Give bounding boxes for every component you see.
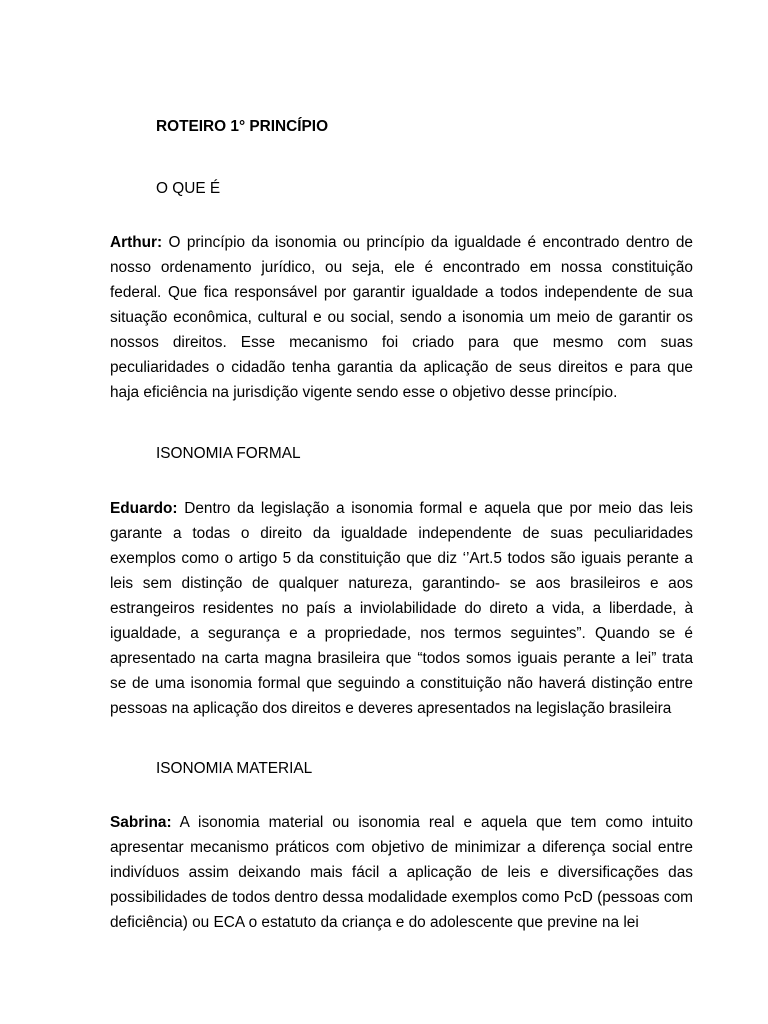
section-heading-o-que-e: O QUE É (156, 180, 221, 197)
paragraph-sabrina (110, 810, 693, 935)
paragraph-text: O princípio da isonomia ou princípio da igualdade é encontrado dentro de nosso ordenamento jurídico, ou seja, ele é encontrado em nossa constituição federal. Que fica responsável por garantir igualdade a todos independente de sua situação econômica, cultural e ou social, sendo a isonomia um meio de garantir os nossos direitos. Esse mecanismo foi criado para que mesmo com suas peculiaridades o cidadão tenha garantia da aplicação de seus direitos e para que haja eficiência na jurisdição vigente sendo esse o objetivo desse princípio. (110, 234, 693, 401)
paragraph-text: Dentro da legislação a isonomia formal e aquela que por meio das leis garante a todas o direito da igualdade independente de suas peculiaridades exemplos como o artigo 5 da constituição que diz ‘’Art.5 todos são iguais perante a leis sem distinção de qualquer natureza, garantindo- se aos brasileiros e aos estrangeiros residentes no país a inviolabilidade do direto a vida, a liberdade, à igualdade, a segurança e a propriedade, nos termos seguintes”. Quando se é apresentado na carta magna brasileira que “todos somos iguais perante a lei” trata se de uma isonomia formal que seguindo a constituição não haverá distinção entre pessoas na aplicação dos direitos e deveres apresentados na legislação brasileira (110, 500, 693, 717)
paragraph-eduardo (110, 496, 693, 721)
section-heading-isonomia-material: ISONOMIA MATERIAL (156, 760, 313, 777)
speaker-label: Arthur: (110, 234, 163, 251)
section-heading-isonomia-formal: ISONOMIA FORMAL (156, 445, 301, 462)
document-title: ROTEIRO 1° PRINCÍPIO (156, 118, 329, 135)
speaker-label: Eduardo: (110, 500, 178, 517)
paragraph-arthur (110, 230, 693, 405)
speaker-label: Sabrina: (110, 814, 172, 831)
paragraph-text: A isonomia material ou isonomia real e aquela que tem como intuito apresentar mecanismo práticos com objetivo de minimizar a diferença social entre indivíduos assim deixando mais fácil a aplicação de leis e diversificações das possibilidades de todos dentro dessa modalidade exemplos como PcD (pessoas com deficiência) ou ECA o estatuto da criança e do adolescente que previne na lei (110, 814, 693, 931)
